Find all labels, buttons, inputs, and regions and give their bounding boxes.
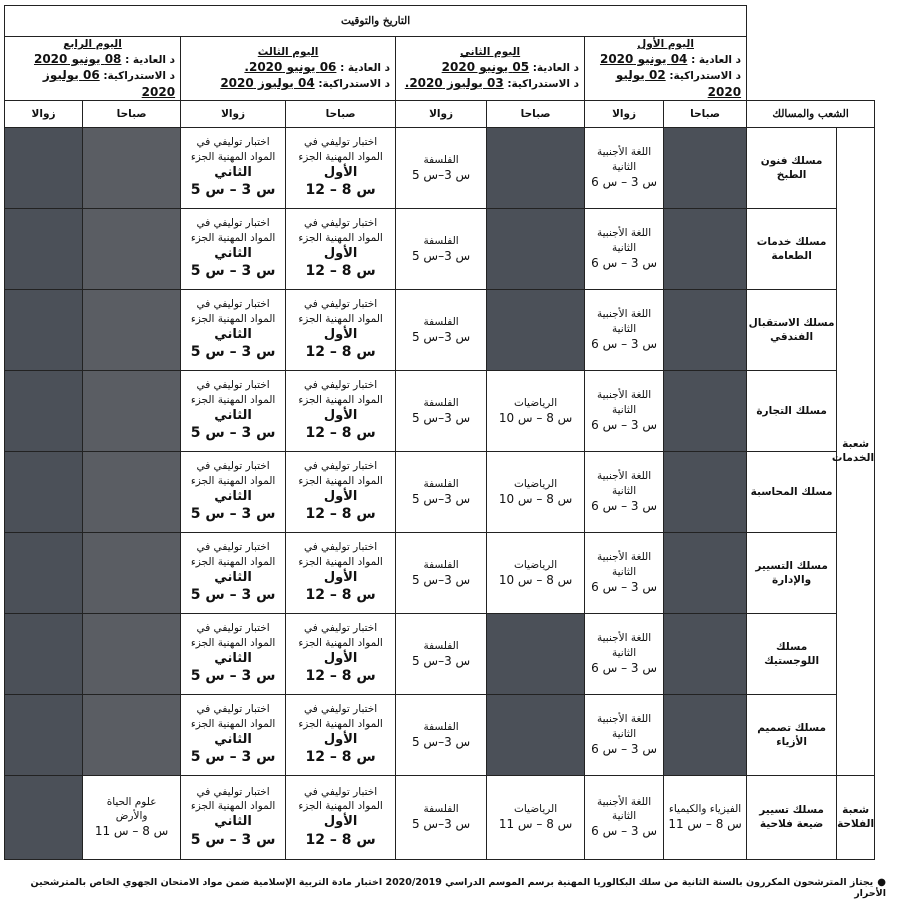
no-exam-cell (83, 613, 181, 694)
no-exam-cell (487, 289, 585, 370)
day-4-regular-date: 08 يونيو 2020 (33, 52, 122, 67)
exam-cell: اختبار توليفي في المواد المهنية الجزء الثاني س 3 – س 5 (181, 289, 286, 370)
exam-cell: اختبار توليفي في المواد المهنية الجزء الثاني س 3 – س 5 (181, 775, 286, 859)
table-row (5, 613, 875, 694)
exam-cell: اختبار توليفي في المواد المهنية الجزء الأول س 8 – 12 (286, 613, 396, 694)
no-exam-cell (83, 208, 181, 289)
day-1-regular-date: 04 يونيو 2020 (599, 52, 688, 67)
no-exam-cell (5, 451, 83, 532)
footnote (6, 877, 886, 899)
track-cell: مسلك فنون الطبخ (747, 127, 837, 208)
day-2-regular-date: 05 يونيو 2020 (441, 60, 530, 75)
exam-cell: اللغة الأجنبية الثانية س 3 – س 6 (585, 208, 664, 289)
exam-cell: اختبار توليفي في المواد المهنية الجزء الأول س 8 – 12 (286, 532, 396, 613)
section-services: شعبة الخدمات (837, 127, 875, 775)
track-cell: مسلك المحاسبة (747, 451, 837, 532)
section-agriculture: شعبة الفلاحة (837, 775, 875, 859)
no-exam-cell (664, 208, 747, 289)
session-morning: صباحا (83, 100, 181, 127)
no-exam-cell (5, 613, 83, 694)
exam-cell: اللغة الأجنبية الثانية س 3 – س 6 (585, 775, 664, 859)
exam-cell: الفيزياء والكيمياء س 8 – س 11 (664, 775, 747, 859)
branches-header: الشعب والمسالك (747, 100, 875, 127)
exam-cell: اختبار توليفي في المواد المهنية الجزء الثاني س 3 – س 5 (181, 451, 286, 532)
day-2-catchup-date: 03 يوليوز 2020. (404, 76, 504, 91)
exam-cell: اختبار توليفي في المواد المهنية الجزء الثاني س 3 – س 5 (181, 613, 286, 694)
session-afternoon: زوالا (181, 100, 286, 127)
no-exam-cell (664, 127, 747, 208)
session-morning: صباحا (487, 100, 585, 127)
no-exam-cell (5, 289, 83, 370)
day-3-header: اليوم الثالث د العادية : 06 يونيو 2020. د الاستدراكية: 04 يوليوز 2020 (181, 37, 396, 101)
exam-cell: اختبار توليفي في المواد المهنية الجزء الأول س 8 – 12 (286, 451, 396, 532)
exam-cell: علوم الحياة والأرض س 8 – س 11 (83, 775, 181, 859)
no-exam-cell (664, 451, 747, 532)
day-name: اليوم الأول (637, 38, 694, 50)
table-row (5, 127, 875, 208)
track-cell: مسلك تسيير ضيعة فلاحية (747, 775, 837, 859)
exam-cell: اللغة الأجنبية الثانية س 3 – س 6 (585, 370, 664, 451)
schedule-table (4, 5, 875, 860)
exam-cell: الفلسفة س 3–س 5 (396, 208, 487, 289)
no-exam-cell (487, 613, 585, 694)
session-afternoon: زوالا (396, 100, 487, 127)
exam-cell: الفلسفة س 3–س 5 (396, 532, 487, 613)
exam-cell: الفلسفة س 3–س 5 (396, 370, 487, 451)
no-exam-cell (664, 613, 747, 694)
exam-cell: الفلسفة س 3–س 5 (396, 127, 487, 208)
day-3-regular-date: 06 يونيو 2020. (244, 60, 337, 75)
exam-cell: اللغة الأجنبية الثانية س 3 – س 6 (585, 289, 664, 370)
no-exam-cell (83, 532, 181, 613)
track-cell: مسلك اللوجستيك (747, 613, 837, 694)
track-cell: مسلك تصميم الأزياء (747, 694, 837, 775)
corner-blank-2 (747, 37, 875, 101)
exam-cell: الرياضيات س 8 – س 10 (487, 451, 585, 532)
table-row (5, 208, 875, 289)
table-row (5, 451, 875, 532)
exam-cell: اختبار توليفي في المواد المهنية الجزء الأول س 8 – 12 (286, 127, 396, 208)
exam-cell: اللغة الأجنبية الثانية س 3 – س 6 (585, 451, 664, 532)
day-name: اليوم الرابع (63, 38, 122, 50)
no-exam-cell (5, 208, 83, 289)
track-cell: مسلك التسيير والإدارة (747, 532, 837, 613)
session-afternoon: زوالا (585, 100, 664, 127)
day-2-header: اليوم الثاني د العادية: 05 يونيو 2020 د الاستدراكية: 03 يوليوز 2020. (396, 37, 585, 101)
exam-cell: اختبار توليفي في المواد المهنية الجزء الأول س 8 – 12 (286, 289, 396, 370)
exam-cell: اللغة الأجنبية الثانية س 3 – س 6 (585, 127, 664, 208)
session-morning: صباحا (286, 100, 396, 127)
exam-cell: الفلسفة س 3–س 5 (396, 694, 487, 775)
track-cell: مسلك التجارة (747, 370, 837, 451)
exam-cell: اللغة الأجنبية الثانية س 3 – س 6 (585, 613, 664, 694)
exam-cell: الرياضيات س 8 – س 10 (487, 532, 585, 613)
exam-cell: الفلسفة س 3–س 5 (396, 613, 487, 694)
no-exam-cell (83, 370, 181, 451)
exam-cell: اللغة الأجنبية الثانية س 3 – س 6 (585, 694, 664, 775)
exam-cell: اختبار توليفي في المواد المهنية الجزء الثاني س 3 – س 5 (181, 208, 286, 289)
table-row (5, 694, 875, 775)
no-exam-cell (487, 694, 585, 775)
exam-cell: اللغة الأجنبية الثانية س 3 – س 6 (585, 532, 664, 613)
exam-cell: اختبار توليفي في المواد المهنية الجزء الثاني س 3 – س 5 (181, 127, 286, 208)
no-exam-cell (83, 289, 181, 370)
session-morning: صباحا (664, 100, 747, 127)
exam-cell: اختبار توليفي في المواد المهنية الجزء الأول س 8 – 12 (286, 694, 396, 775)
no-exam-cell (5, 775, 83, 859)
table-row (5, 289, 875, 370)
exam-cell: اختبار توليفي في المواد المهنية الجزء الثاني س 3 – س 5 (181, 532, 286, 613)
no-exam-cell (5, 532, 83, 613)
exam-cell: الرياضيات س 8 – س 10 (487, 370, 585, 451)
session-afternoon: زوالا (5, 100, 83, 127)
exam-cell: اختبار توليفي في المواد المهنية الجزء الأول س 8 – 12 (286, 208, 396, 289)
no-exam-cell (664, 370, 747, 451)
exam-schedule-sheet (0, 5, 900, 860)
day-name: اليوم الثاني (460, 46, 521, 59)
no-exam-cell (5, 370, 83, 451)
no-exam-cell (83, 451, 181, 532)
day-4-header: اليوم الرابع د العادية : 08 يونيو 2020 د الاستدراكية: 06 يوليوز 2020 (5, 37, 181, 101)
day-3-catchup-date: 04 يوليوز 2020 (220, 76, 315, 91)
bullet-icon: ● (877, 877, 886, 888)
page-title: التاريخ والتوقيت (5, 6, 747, 37)
exam-cell: الفلسفة س 3–س 5 (396, 775, 487, 859)
exam-cell: اختبار توليفي في المواد المهنية الجزء الأول س 8 – 12 (286, 370, 396, 451)
no-exam-cell (487, 208, 585, 289)
table-row (5, 775, 875, 859)
exam-cell: اختبار توليفي في المواد المهنية الجزء الثاني س 3 – س 5 (181, 370, 286, 451)
no-exam-cell (83, 694, 181, 775)
table-row (5, 370, 875, 451)
no-exam-cell (487, 127, 585, 208)
no-exam-cell (5, 127, 83, 208)
no-exam-cell (5, 694, 83, 775)
exam-cell: الفلسفة س 3–س 5 (396, 289, 487, 370)
exam-cell: الفلسفة س 3–س 5 (396, 451, 487, 532)
corner-blank (747, 6, 875, 37)
no-exam-cell (83, 127, 181, 208)
table-row (5, 532, 875, 613)
no-exam-cell (664, 694, 747, 775)
no-exam-cell (664, 532, 747, 613)
day-1-header: اليوم الأول د العادية : 04 يونيو 2020 د الاستدراكية: 02 يوليو 2020 (585, 37, 747, 101)
exam-cell: الرياضيات س 8 – س 11 (487, 775, 585, 859)
day-name: اليوم الثالث (257, 46, 319, 59)
exam-cell: اختبار توليفي في المواد المهنية الجزء الثاني س 3 – س 5 (181, 694, 286, 775)
footnote-text: يجتاز المترشحون المكررون بالسنة الثانية من سلك البكالوريا المهنية برسم الموسم الدراسي 2020/2019 اختبار مادة التربية الإسلامية ضمن مواد الامتحان الجهوي الخاص بالمترشحين الأحرار (30, 877, 886, 899)
no-exam-cell (664, 289, 747, 370)
day-4-catchup-date: 06 يوليوز 2020 (42, 68, 176, 99)
track-cell: مسلك خدمات الطعامة (747, 208, 837, 289)
day-1-catchup-date: 02 يوليو 2020 (615, 68, 742, 99)
track-cell: مسلك الاستقبال الفندقي (747, 289, 837, 370)
exam-cell: اختبار توليفي في المواد المهنية الجزء الأول س 8 – 12 (286, 775, 396, 859)
